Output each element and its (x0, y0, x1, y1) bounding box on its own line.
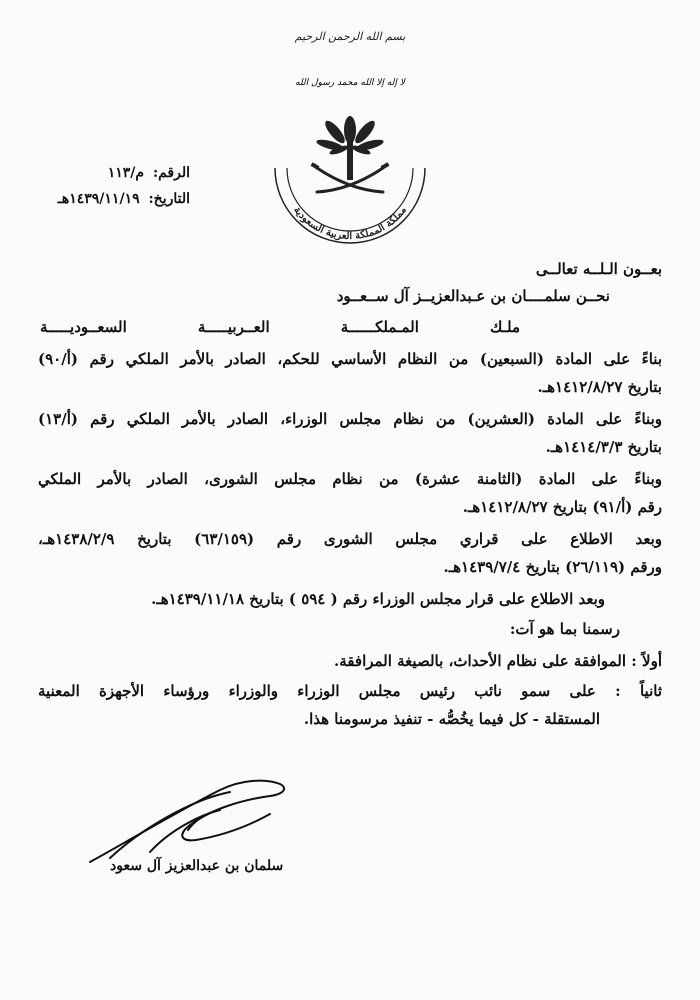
item-2-line2: المستقلة - كل فيما يخُصُّه - تنفيذ مرسومنا هذا. (303, 710, 600, 728)
para4-line2: ورقم (٢٦/١١٩) بتاريخ ١٤٣٩/٧/٤هـ. (443, 558, 662, 576)
handwritten-signature-icon (70, 770, 310, 870)
svg-text:مملكة المملكة العربية السعودية (291, 205, 409, 242)
para4-line1: وبعد الاطلاع على قراري مجلس الشورى رقم (٦٣/١٥٩) بتاريخ ١٤٣٨/٢/٩هـ، (38, 530, 662, 548)
para1-line1: بناءً على المادة (السبعين) من النظام الأساسي للحكم، الصادر بالأمر الملكي رقم (أ/٩٠) (38, 350, 662, 368)
decree-intro: رسمنا بما هو آت: (509, 620, 620, 638)
palm-trunk-icon (347, 138, 353, 180)
para2-line1: وبناءً على المادة (العشرين) من نظام مجلس الوزراء، الصادر بالأمر الملكي رقم (أ/١٣) (38, 410, 662, 428)
ref-number-value: م/١١٣ (107, 165, 145, 181)
signatory-name: سلمان بن عبدالعزيز آل سعود (110, 858, 284, 874)
basmala: بسم الله الرحمن الرحيم (294, 30, 406, 43)
title-line: ملـك المـملكــــــة العــربيـــــة السعــوديـــــة (40, 318, 520, 336)
shahada-text: لا إله إلا الله محمد رسول الله (295, 78, 405, 88)
para1-line2: بتاريخ ١٤١٢/٨/٢٧هـ. (537, 378, 662, 396)
ref-date-label: التاريخ: (148, 191, 190, 207)
item-2-line1: ثانياً : على سمو نائب رئيس مجلس الوزراء والوزراء ورؤساء الأجهزة المعنية (38, 682, 662, 700)
para5: وبعد الاطلاع على قرار مجلس الوزراء رقم ( ٥٩٤ ) بتاريخ ١٤٣٩/١١/١٨هـ. (151, 590, 605, 608)
para3-line1: وبناءً على المادة (الثامنة عشرة) من نظام مجلس الشورى، الصادر بالأمر الملكي (38, 470, 662, 488)
para2-line2: بتاريخ ١٤١٤/٣/٣هـ. (545, 438, 662, 456)
item-1: أولاً : الموافقة على نظام الأحداث، بالصيغة المرافقة. (334, 652, 662, 670)
ref-date-value: ١٤٣٩/١١/١٩هـ (57, 191, 140, 207)
king-line: نحــن سلمــــان بن عـبدالعزيــز آل ســعــود (336, 287, 610, 305)
ref-date (10, 191, 190, 207)
para3-line2: رقم (أ/٩١) بتاريخ ١٤١٢/٨/٢٧هـ. (462, 498, 662, 516)
opening-line: بعــون الـلــه تعالــى (535, 260, 662, 278)
ref-number-label: الرقم: (152, 165, 190, 181)
saudi-emblem-icon (265, 50, 435, 250)
ref-number (10, 165, 190, 181)
emblem (265, 50, 435, 250)
emblem-ring-text: مملكة المملكة العربية السعودية (291, 204, 409, 243)
